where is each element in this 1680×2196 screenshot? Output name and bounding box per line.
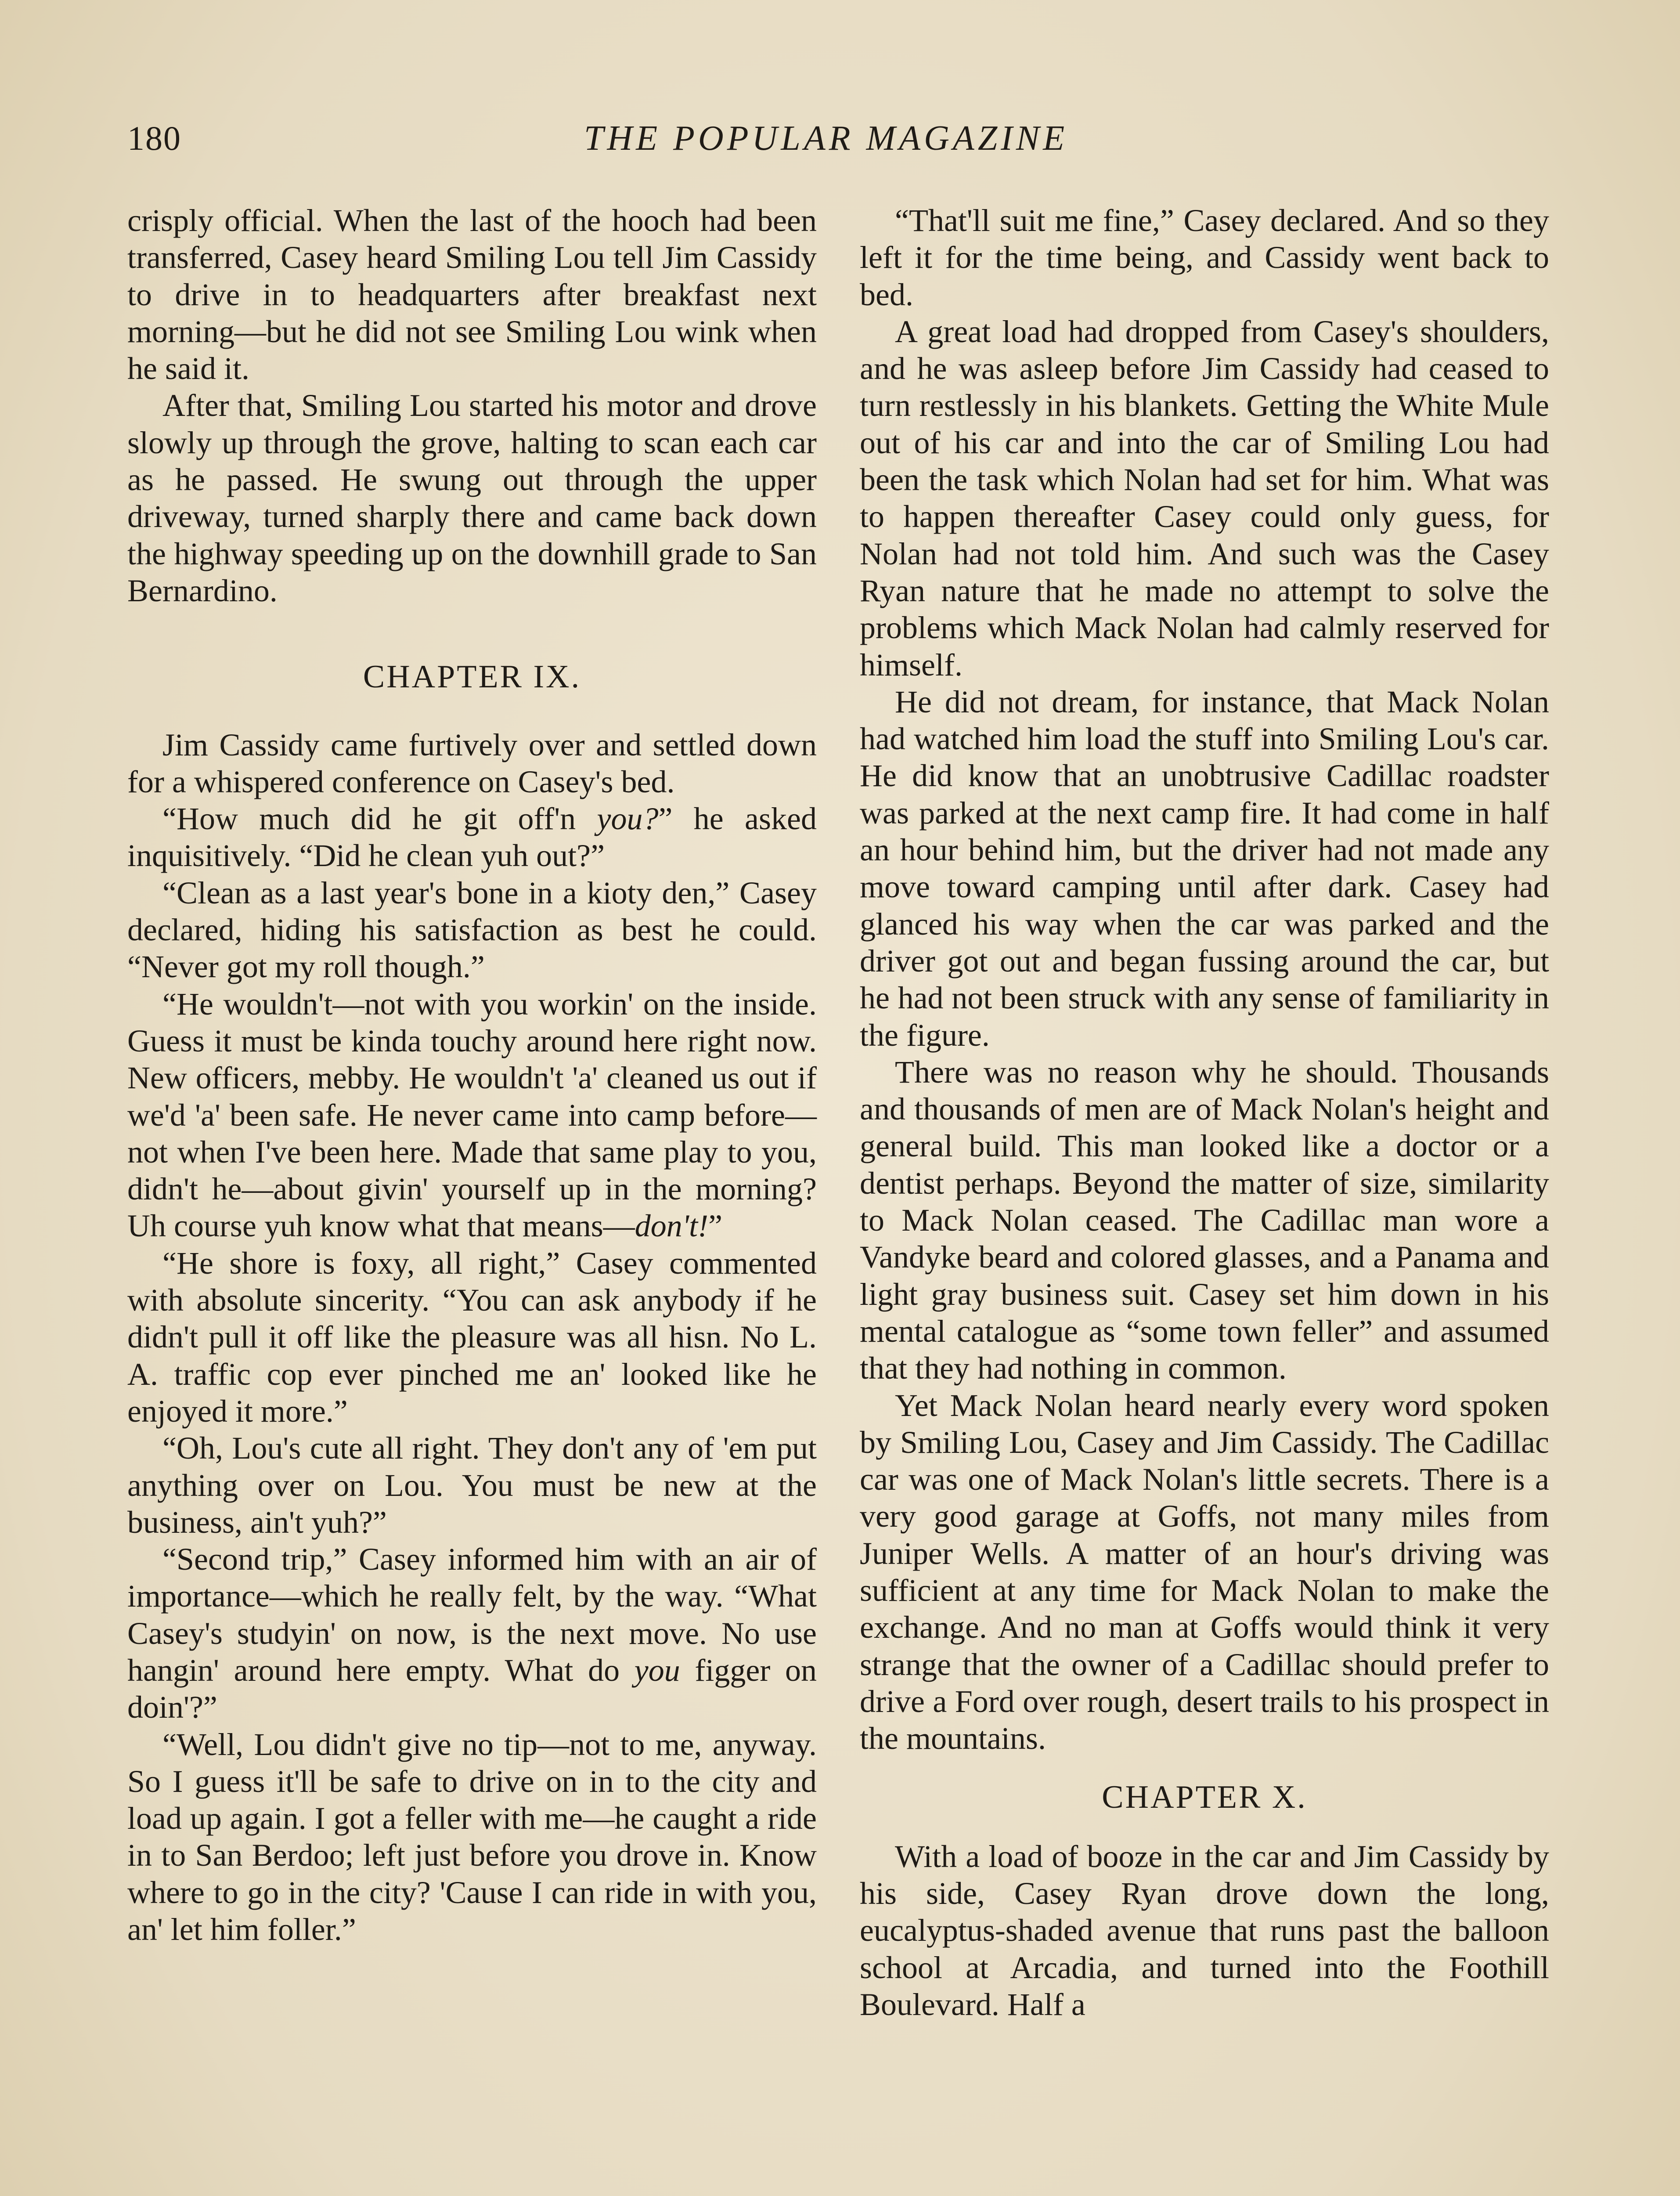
paragraph: There was no reason why he should. Thousands and thousands of men are of Mack Nolan's height and general build. This man looked like a doctor or a dentist perhaps. Beyond the matter of size, similarity to Mack Nolan ceased. The Cadillac man wore a Vandyke beard and colored glasses, and a Panama and light gray business suit. Casey set him down in his mental catalogue as “some town feller” and assumed that they had nothing in common. bbox=[860, 1054, 1549, 1386]
paragraph: “Oh, Lou's cute all right. They don't any of 'em put anything over on Lou. You must be new at the business, ain't yuh?” bbox=[127, 1430, 817, 1540]
text-run: “He wouldn't—not with you workin' on the inside. Guess it must be kinda touchy around here right now. New officers, mebby. He wouldn't 'a' cleaned us out if we'd 'a' been safe. He never came into camp before—not when I've been here. Made that same play to you, didn't he—about givin' yourself up in the morning? Uh course yuh know what that means— bbox=[127, 986, 817, 1244]
paragraph bbox=[127, 800, 817, 874]
text-run: “Second trip,” Casey informed him with an air of importance—which he really felt, by the way. “What Casey's studyin' on now, is the next move. No use hangin' around here empty. What do bbox=[127, 1542, 817, 1688]
chapter-heading: CHAPTER IX. bbox=[363, 659, 581, 695]
paragraph: After that, Smiling Lou started his motor and drove slowly up through the grove, halting to scan each car as he passed. He swung out through the upper driveway, turned sharply there and came back down the highway speeding up on the downhill grade to San Bernardino. bbox=[127, 388, 817, 608]
paragraph: Jim Cassidy came furtively over and settled down for a whispered conference on Casey's bed. bbox=[127, 727, 817, 799]
running-title: THE POPULAR MAGAZINE bbox=[584, 119, 1068, 158]
page-number: 180 bbox=[127, 119, 181, 157]
text-run: ” bbox=[708, 1208, 723, 1244]
left-column bbox=[127, 202, 817, 1948]
paragraph: He did not dream, for instance, that Mack Nolan had watched him load the stuff into Smiling Lou's car. He did know that an unobtrusive Cadillac roadster was parked at the next camp fire. It had come in half an hour behind him, but the driver had not made any move toward camping until after dark. Casey had glanced his way when the car was parked and the driver got out and began fussing around the car, but he had not been struck with any sense of familiarity in the figure. bbox=[860, 684, 1549, 1053]
paragraph bbox=[127, 1541, 817, 1726]
chapter-heading: CHAPTER X. bbox=[1102, 1779, 1307, 1816]
paragraph: “Clean as a last year's bone in a kioty den,” Casey declared, hiding his satisfaction as best he could. “Never got my roll though.” bbox=[127, 875, 817, 985]
paragraph bbox=[127, 986, 817, 1245]
paragraph: crisply official. When the last of the hooch had been transferred, Casey heard Smiling Lou tell Jim Cassidy to drive in to headquarters after breakfast next morning—but he did not see Smiling Lou wink when he said it. bbox=[127, 203, 817, 386]
emphasis: you? bbox=[597, 801, 659, 837]
text-run: “How much did he git off'n bbox=[162, 801, 597, 837]
paragraph: “That'll suit me fine,” Casey declared. And so they left it for the time being, and Cassidy went back to bed. bbox=[860, 203, 1549, 312]
emphasis: don't! bbox=[635, 1208, 709, 1244]
paragraph: A great load had dropped from Casey's shoulders, and he was asleep before Jim Cassidy had ceased to turn restlessly in his blankets. Getting the White Mule out of his car and into the car of Smiling Lou had been the task which Nolan had set for him. What was to happen thereafter Casey could only guess, for Nolan had not told him. And such was the Casey Ryan nature that he made no attempt to solve the problems which Mack Nolan had calmly reserved for himself. bbox=[860, 314, 1549, 683]
text-run: ” he asked inquisitively. “Did he clean yuh out?” bbox=[127, 801, 817, 874]
paragraph: “He shore is foxy, all right,” Casey commented with absolute sincerity. “You can ask anybody if he didn't pull it off like the pleasure was all hisn. No L. A. traffic cop ever pinched me an' looked like he enjoyed it more.” bbox=[127, 1245, 817, 1429]
text-run: figger on doin'?” bbox=[127, 1652, 817, 1725]
page-header bbox=[127, 119, 1559, 167]
paragraph: “Well, Lou didn't give no tip—not to me, anyway. So I guess it'll be safe to drive on in to the city and load up again. I got a feller with me—he caught a ride in to San Berdoo; left just before you drove in. Know where to go in the city? 'Cause I can ride in with you, an' let him foller.” bbox=[127, 1726, 817, 1947]
emphasis: you bbox=[634, 1652, 680, 1688]
paragraph: With a load of booze in the car and Jim Cassidy by his side, Casey Ryan drove down the long, eucalyptus-shaded avenue that runs past the balloon school at Arcadia, and turned into the Foothill Boulevard. Half a bbox=[860, 1838, 1549, 2022]
paragraph: Yet Mack Nolan heard nearly every word spoken by Smiling Lou, Casey and Jim Cassidy. The Cadillac car was one of Mack Nolan's little secrets. There is a very good garage at Goffs, not many miles from Juniper Wells. A matter of an hour's driving was sufficient at any time for Mack Nolan to make the exchange. And no man at Goffs would think it very strange that the owner of a Cadillac should prefer to drive a Ford over rough, desert trails to his prospect in the mountains. bbox=[860, 1387, 1549, 1756]
right-column bbox=[860, 202, 1549, 2023]
